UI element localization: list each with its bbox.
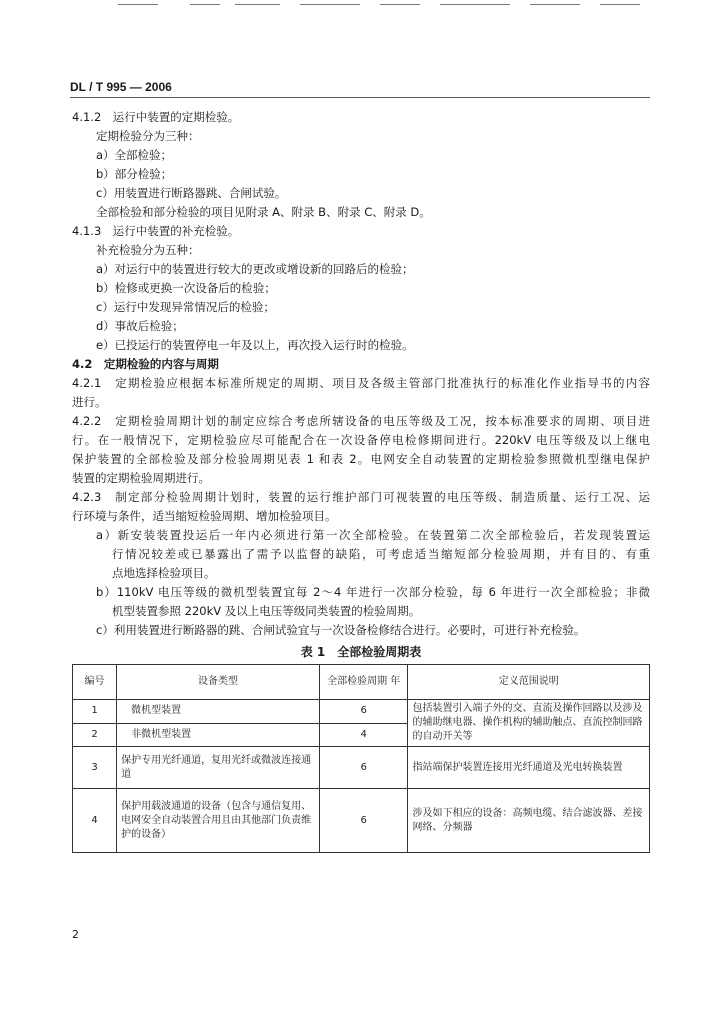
page-number: 2 xyxy=(72,928,79,941)
period-cell: 6 xyxy=(319,700,408,724)
list-item-continued: 点地选择检验项目。 xyxy=(112,566,216,580)
scan-artifact xyxy=(530,4,580,5)
definition-cell: 涉及如下相应的设备：高频电缆、结合滤波器、差接网络、分频器 xyxy=(408,789,650,853)
row-number: 4 xyxy=(73,789,117,853)
table-row xyxy=(73,789,650,853)
list-item: b）检修或更换一次设备后的检验； xyxy=(96,281,276,295)
column-header-definition: 定义范围说明 xyxy=(408,665,650,700)
column-header-number: 编号 xyxy=(73,665,117,700)
device-type-cell: 非微机型装置 xyxy=(117,723,320,747)
list-item: a）对运行中的装置进行较大的更改或增设新的回路后的检验； xyxy=(96,262,414,276)
device-type-cell: 保护用载波通道的设备（包含与通信复用、电网安全自动装置合用且由其他部门负责维护的设备） xyxy=(117,789,320,853)
row-number: 2 xyxy=(73,723,117,747)
paragraph-line: 补充检验分为五种： xyxy=(96,243,200,257)
list-item: b）部分检验； xyxy=(96,167,173,181)
list-item: c）用装置进行断路器跳、合闸试验。 xyxy=(96,186,287,200)
table-caption: 表 1 全部检验周期表 xyxy=(300,645,422,659)
paragraph-line: 全部检验和部分检验的项目见附录 A、附录 B、附录 C、附录 D。 xyxy=(96,205,431,219)
paragraph-line: 装置的定期检验周期进行。 xyxy=(72,471,210,485)
device-type-cell: 保护专用光纤通道，复用光纤或微波连接通道 xyxy=(117,747,320,789)
list-item: a）全部检验； xyxy=(96,148,173,162)
column-header-device-type: 设备类型 xyxy=(117,665,320,700)
document-id: DL / T 995 — 2006 xyxy=(70,80,172,94)
header-rule xyxy=(70,97,650,98)
scan-artifact xyxy=(380,4,420,5)
paragraph-line: 定期检验分为三种： xyxy=(96,129,200,143)
list-item-continued: 机型装置参照 220kV 及以上电压等级同类装置的检验周期。 xyxy=(112,604,421,618)
section-heading-4-2: 4.2 定期检验的内容与周期 xyxy=(72,357,219,371)
scan-artifact xyxy=(190,4,220,5)
paragraph-line: 4.2.1 定期检验应根据本标准所规定的周期、项目及各级主管部门批准执行的标准化作业指导书的内容 xyxy=(72,376,650,390)
row-number: 3 xyxy=(73,747,117,789)
paragraph-line: 4.2.3 制定部分检验周期计划时，装置的运行维护部门可视装置的电压等级、制造质量、运行工况、运 xyxy=(72,490,650,504)
period-cell: 6 xyxy=(319,747,408,789)
definition-cell: 指站端保护装置连接用光纤通道及光电转换装置 xyxy=(408,747,650,789)
definition-cell: 包括装置引入端子外的交、直流及操作回路以及涉及的辅助继电器、操作机构的辅助触点、直流控制回路的自动开关等 xyxy=(408,700,650,747)
scan-artifact xyxy=(300,4,360,5)
list-item-continued: 行情况较差或已暴露出了需予以监督的缺陷，可考虑适当缩短部分检验周期，并有目的、有重 xyxy=(112,547,650,561)
list-item: b）110kV 电压等级的微机型装置宜每 2～4 年进行一次部分检验，每 6 年进行一次全部检验；非微 xyxy=(96,585,650,599)
table-row xyxy=(73,700,650,724)
paragraph-line: 4.2.2 定期检验周期计划的制定应综合考虑所辖设备的电压等级及工况，按本标准要求的周期、项目进 xyxy=(72,414,650,428)
clause-4-1-3: 4.1.3 运行中装置的补充检验。 xyxy=(72,224,240,238)
scan-artifact xyxy=(600,4,640,5)
period-cell: 4 xyxy=(319,723,408,747)
device-type-cell: 微机型装置 xyxy=(117,700,320,724)
row-number: 1 xyxy=(73,700,117,724)
clause-4-1-2: 4.1.2 运行中装置的定期检验。 xyxy=(72,110,240,124)
paragraph-line: 进行。 xyxy=(72,395,107,409)
table-row xyxy=(73,747,650,789)
paragraph-line: 行环境与条件，适当缩短检验周期、增加检验项目。 xyxy=(72,509,337,523)
table-header-row xyxy=(73,665,650,700)
scan-artifact xyxy=(440,4,510,5)
column-header-period: 全部检验周期 年 xyxy=(319,665,408,700)
paragraph-line: 保护装置的全部检验及部分检验周期见表 1 和表 2。电网安全自动装置的定期检验参照微机型继电保护 xyxy=(72,452,650,466)
list-item: c）运行中发现异常情况后的检验； xyxy=(96,300,275,314)
scan-artifact xyxy=(118,4,158,5)
list-item: a）新安装装置投运后一年内必须进行第一次全部检验。在装置第二次全部检验后，若发现装置运 xyxy=(96,528,650,542)
list-item: c）利用装置进行断路器的跳、合闸试验宜与一次设备检修结合进行。必要时，可进行补充检验。 xyxy=(96,623,586,637)
period-cell: 6 xyxy=(319,789,408,853)
list-item: e）已投运行的装置停电一年及以上，再次投入运行时的检验。 xyxy=(96,338,414,352)
inspection-period-table xyxy=(72,664,650,853)
list-item: d）事故后检验； xyxy=(96,319,184,333)
scan-artifact xyxy=(235,4,280,5)
paragraph-line: 行。在一般情况下，定期检验应尽可能配合在一次设备停电检修期间进行。220kV 电压等级及以上继电 xyxy=(72,433,650,447)
